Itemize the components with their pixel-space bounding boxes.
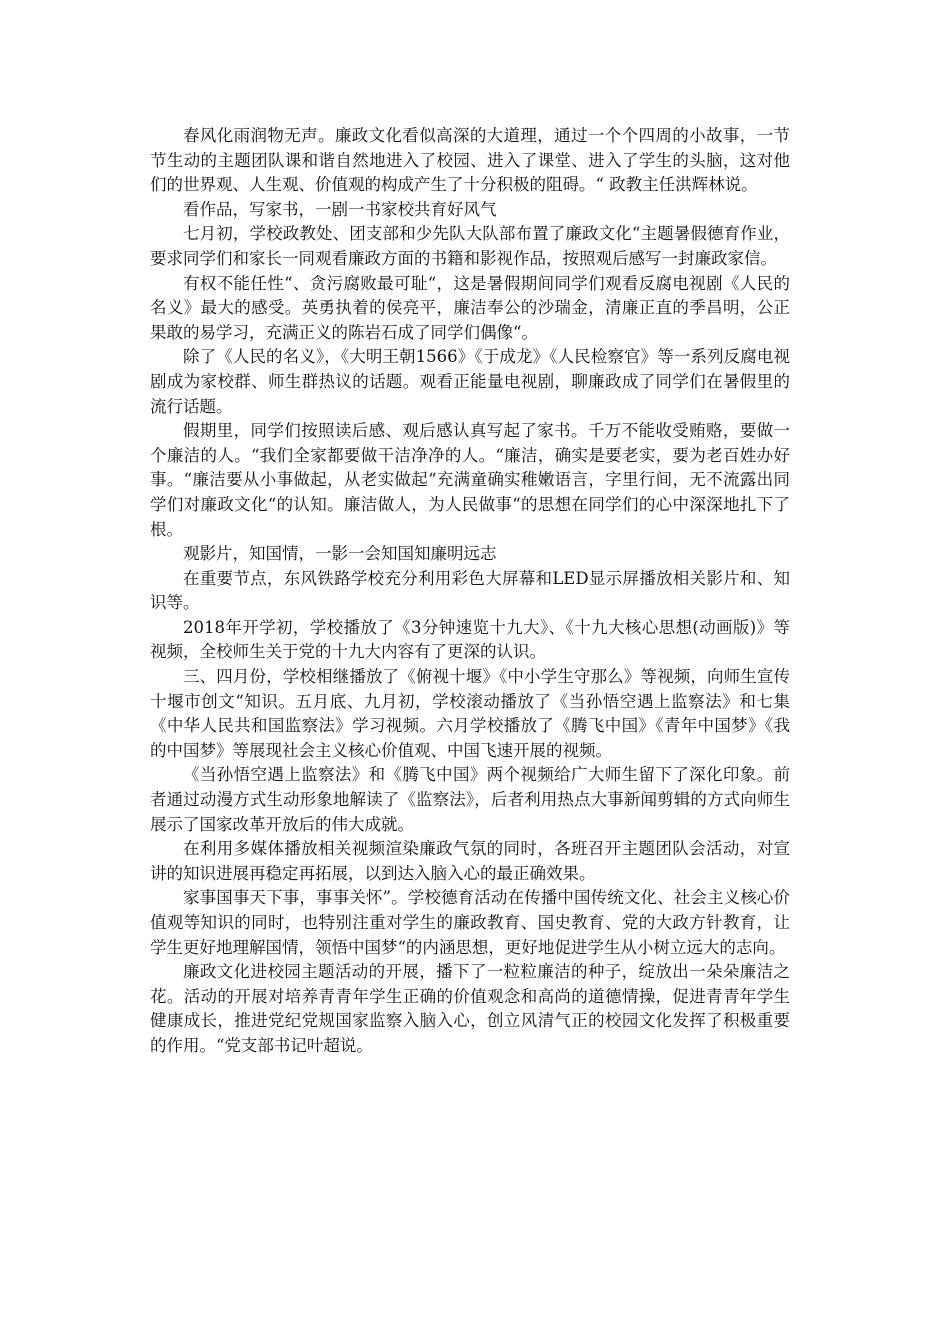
paragraph-3: 七月初，学校政教处、团支部和少先队大队部布置了廉政文化“主题暑假德育作业，要求同学们和家长一同观看廉政方面的书籍和影视作品，按照观后感写一封廉政家信。: [150, 224, 790, 268]
section-heading-films-national: 观影片，知国情，一影一会知国知廉明远志: [183, 544, 497, 564]
paragraph-9: 2018年开学初，学校播放了《3分钟速览十九大》、《十九大核心思想(动画版)》等视频，全校师生关于党的十九大内容有了更深的认识。: [150, 617, 790, 662]
paragraph-14: 廉政文化进校园主题活动的开展，播下了一粒粒廉洁的种子，绽放出一朵朵廉洁之花。活动的开展对培养青青年学生正确的价值观念和高尚的道德情操，促进青青年学生健康成长，推进党纪党规国家监察入脑入心，创立风清气正的校园文化发挥了积极重要的作用。“党支部书记叶超说。: [150, 962, 790, 1055]
document-body: [150, 124, 790, 1059]
section-heading-works-letters: 看作品，写家书，一剧一书家校共育好风气: [183, 199, 497, 219]
paragraph-8: 在重要节点，东风铁路学校充分利用彩色大屏幕和LED显示屏播放相关影片和、知识等。: [150, 568, 790, 613]
paragraph-1: 春风化雨润物无声。廉政文化看似高深的大道理，通过一个个四周的小故事，一节节生动的主题团队课和谐自然地进入了校园、进入了课堂、进入了学生的头脑，这对他们的世界观、人生观、价值观的构成产生了十分积极的阻碍。“ 政教主任洪辉林说。: [150, 126, 790, 195]
paragraph-5: 除了《人民的名义》，《大明王朝1566》《于成龙》《人民检察官》等一系列反腐电视剧成为家校群、师生群热议的话题。观看正能量电视剧，聊廉政成了同学们在暑假里的流行话题。: [150, 347, 790, 416]
paragraph-6: 假期里，同学们按照读后感、观后感认真写起了家书。千万不能收受贿赂，要做一个廉洁的人。“我们全家都要做干洁净净的人。“廉洁，确实是要老实，要为老百姓办好事。“廉洁要从小事做起，从老实做起“充满童确实稚嫩语言，字里行间，无不流露出同学们对廉政文化“的认知。廉洁做人，为人民做事“的思想在同学们的心中深深地扎下了根。: [150, 421, 790, 539]
paragraph-11: 《当孙悟空遇上监察法》和《腾飞中国》两个视频给广大师生留下了深化印象。前者通过动漫方式生动形象地解读了《监察法》，后者利用热点大事新闻剪辑的方式向师生展示了国家改革开放后的伟大成就。: [150, 765, 790, 834]
paragraph-13: 家事国事天下事，事事关怀”。学校德育活动在传播中国传统文化、社会主义核心价值观等知识的同时，也特别注重对学生的廉政教育、国史教育、党的大政方针教育，让学生更好地理解国情，领悟中国梦“的内涵思想，更好地促进学生从小树立远大的志向。: [150, 888, 790, 957]
paragraph-12: 在利用多媒体播放相关视频渲染廉政气氛的同时，各班召开主题团队会活动，对宣讲的知识进展再稳定再拓展，以到达入脑入心的最正确效果。: [150, 839, 790, 883]
paragraph-10: 三、四月份，学校相继播放了《俯视十堰》《中小学生守那么》等视频，向师生宣传十堰市创文“知识。五月底、九月初，学校滚动播放了《当孙悟空遇上监察法》和七集《中华人民共和国监察法》学习视频。六月学校播放了《腾飞中国》《青年中国梦》《我的中国梦》等展现社会主义核心价值观、中国飞速开展的视频。: [150, 667, 790, 760]
paragraph-4: 有权不能任性“、贪污腐败最可耻“，这是暑假期间同学们观看反腐电视剧《人民的名义》最大的感受。英勇执着的侯亮平，廉洁奉公的沙瑞金，清廉正直的季昌明，公正果敢的易学习，充满正义的陈岩石成了同学们偶像“。: [150, 273, 790, 342]
